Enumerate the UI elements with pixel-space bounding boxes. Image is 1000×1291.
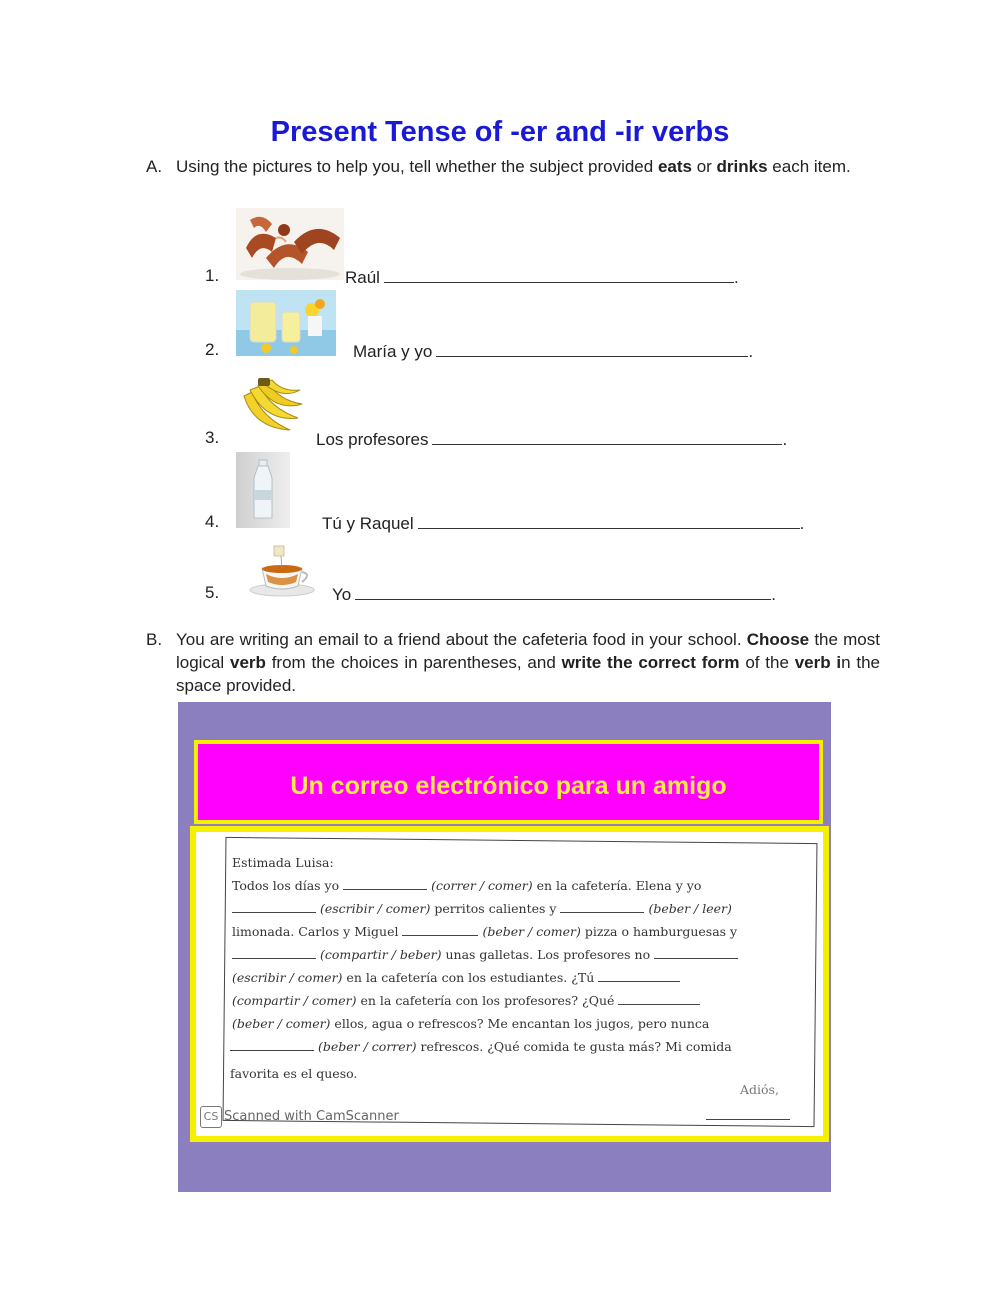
subject-label: Yo [332,585,352,604]
item-number: 2. [205,340,220,359]
letter-blank[interactable] [230,1039,314,1051]
letter-closing: Adiós, [740,1082,779,1097]
section-b-instructions [146,628,880,697]
answer-blank[interactable] [384,266,734,283]
signature-blank[interactable] [706,1108,790,1120]
letter-blank[interactable] [618,993,700,1005]
letter-line-1: Todos los días yo (correr / comer) en la cafetería. Elena y yo [232,878,702,893]
camscanner-watermark: CS Scanned with CamScanner [200,1106,399,1128]
section-a-instructions [146,155,880,179]
subject-label: Raúl [345,268,380,287]
letter-line-2: (escribir / comer) perritos calientes y (beber / leer) [232,901,732,916]
section-b-letter: B. [146,630,163,649]
letter-line-5: (escribir / comer) en la cafetería con los estudiantes. ¿Tú [232,970,680,985]
subject-label: Los profesores [316,430,429,449]
subject-label: Tú y Raquel [322,514,414,533]
letter-blank[interactable] [232,947,316,959]
answer-blank[interactable] [355,583,771,600]
item-number: 4. [205,512,220,531]
answer-blank[interactable] [432,428,782,445]
letter-line-4: (compartir / beber) unas galletas. Los profesores no [232,947,738,962]
letter-blank[interactable] [654,947,738,959]
worksheet-title: Present Tense of -er and -ir verbs [270,116,730,148]
letter-line-3: limonada. Carlos y Miguel (beber / comer) pizza o hamburguesas y [232,924,738,939]
item-number: 5. [205,583,220,602]
letter-blank[interactable] [402,924,478,936]
item-number: 3. [205,428,220,447]
letter-greeting: Estimada Luisa: [232,855,334,870]
letter-line-8: (beber / correr) refrescos. ¿Qué comida te gusta más? Mi comida [230,1039,732,1054]
letter-line-9: favorita es el queso. [230,1066,358,1081]
camscanner-logo-icon: CS [200,1106,222,1128]
water-bottle-picture [236,452,290,528]
item-number: 1. [205,266,220,285]
email-banner [194,740,823,824]
letter-blank[interactable] [560,901,644,913]
answer-blank[interactable] [418,512,800,529]
section-a-text: Using the pictures to help you, tell whether the subject provided eats or drinks each item. [176,157,851,176]
letter-blank[interactable] [232,901,316,913]
section-b-text: You are writing an email to a friend about the cafeteria food in your school. Choose the most logical verb from the choices in parentheses, and write the correct form of the verb in the space provided. [176,630,880,695]
letter-blank[interactable] [343,878,427,890]
letter-line-6: (compartir / comer) en la cafetería con los profesores? ¿Qué [232,993,700,1008]
letter-blank[interactable] [598,970,680,982]
subject-label: María y yo [353,342,433,361]
section-a-letter: A. [146,157,163,176]
answer-blank[interactable] [436,340,748,357]
email-banner-title: Un correo electrónico para un amigo [290,772,727,800]
bananas-picture [238,376,304,438]
sausages-picture [236,208,344,280]
letter-line-7: (beber / comer) ellos, agua o refrescos? Me encantan los jugos, pero nunca [232,1016,710,1031]
lemonade-picture [236,290,336,356]
tea-cup-picture [236,538,330,602]
